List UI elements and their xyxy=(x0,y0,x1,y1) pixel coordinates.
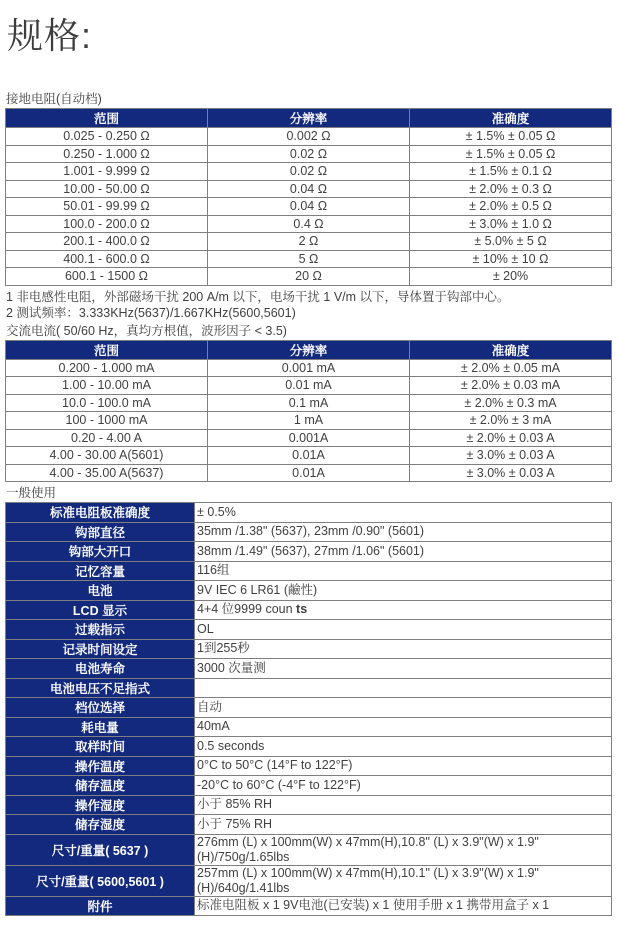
table-cell: 0.002 Ω xyxy=(208,128,410,146)
table-cell: ± 2.0% ± 0.05 mA xyxy=(410,359,612,377)
spec-row-label: 尺寸/重量( 5600,5601 ) xyxy=(6,865,195,896)
spec-row-value: 3000 次量测 xyxy=(195,659,612,679)
table-cell: ± 2.0% ± 0.03 mA xyxy=(410,377,612,395)
table-cell: ± 1.5% ± 0.05 Ω xyxy=(410,128,612,146)
table-cell: 10.00 - 50.00 Ω xyxy=(6,180,208,198)
table-cell: 600.1 - 1500 Ω xyxy=(6,268,208,286)
spec-row-value: ± 0.5% xyxy=(195,503,612,523)
spec-row xyxy=(6,522,612,542)
table-cell: 0.025 - 0.250 Ω xyxy=(6,128,208,146)
table-cell: ± 3.0% ± 0.03 A xyxy=(410,464,612,482)
spec-row-value: 1到255秒 xyxy=(195,639,612,659)
spec-row-label: 电池寿命 xyxy=(6,659,195,679)
spec-row-label: 电池 xyxy=(6,581,195,601)
spec-row-value xyxy=(195,678,612,698)
column-header: 分辨率 xyxy=(208,340,410,359)
spec-row xyxy=(6,896,612,916)
spec-row-label: 记录时间设定 xyxy=(6,639,195,659)
header-row xyxy=(6,340,612,359)
table-cell: 0.04 Ω xyxy=(208,180,410,198)
table-cell: 0.01A xyxy=(208,464,410,482)
table-cell: ± 10% ± 10 Ω xyxy=(410,250,612,268)
spec-row-label: 记忆容量 xyxy=(6,561,195,581)
ground-resistance-table xyxy=(5,108,612,286)
table-cell: 0.4 Ω xyxy=(208,215,410,233)
table-cell: 100 - 1000 mA xyxy=(6,412,208,430)
spec-row-value: 35mm /1.38" (5637), 23mm /0.90" (5601) xyxy=(195,522,612,542)
spec-row-label: 档位选择 xyxy=(6,698,195,718)
spec-row xyxy=(6,756,612,776)
table-cell: 2 Ω xyxy=(208,233,410,251)
table-cell: 1.001 - 9.999 Ω xyxy=(6,163,208,181)
spec-row xyxy=(6,795,612,815)
table-cell: 20 Ω xyxy=(208,268,410,286)
table-cell: 0.001A xyxy=(208,429,410,447)
spec-row-label: 储存温度 xyxy=(6,776,195,796)
spec-row-value: 257mm (L) x 100mm(W) x 47mm(H),10.1" (L) x 3.9"(W) x 1.9"(H)/640g/1.41lbs xyxy=(195,865,612,896)
table-cell: 50.01 - 99.99 Ω xyxy=(6,198,208,216)
column-header: 分辨率 xyxy=(208,109,410,128)
spec-row-label: 取样时间 xyxy=(6,737,195,757)
table-cell: 0.250 - 1.000 Ω xyxy=(6,145,208,163)
spec-row-label: 标准电阻板准确度 xyxy=(6,503,195,523)
table-cell: ± 2.0% ± 0.03 A xyxy=(410,429,612,447)
spec-row xyxy=(6,776,612,796)
table-cell: ± 3.0% ± 1.0 Ω xyxy=(410,215,612,233)
table-cell: ± 1.5% ± 0.1 Ω xyxy=(410,163,612,181)
note-line: 1 非电感性电阻，外部磁场干扰 200 A/m 以下，电场干扰 1 V/m 以下，导体置于钩部中心。 xyxy=(6,289,510,304)
table-cell: 4.00 - 30.00 A(5601) xyxy=(6,447,208,465)
spec-row xyxy=(6,542,612,562)
general-use-label: 一般使用 xyxy=(6,486,57,500)
table-cell: 0.20 - 4.00 A xyxy=(6,429,208,447)
spec-row xyxy=(6,503,612,523)
table-cell: 0.01 mA xyxy=(208,377,410,395)
spec-row-value: 小于 85% RH xyxy=(195,795,612,815)
spec-row-label: 电池电压不足指式 xyxy=(6,678,195,698)
spec-row-label: 耗电量 xyxy=(6,717,195,737)
spec-row-value: 标准电阻板 x 1 9V电池(已安装) x 1 使用手册 x 1 携带用盒子 x 1 xyxy=(195,896,612,916)
spec-row xyxy=(6,678,612,698)
table-row xyxy=(6,145,612,163)
table-row xyxy=(6,128,612,146)
table-cell: 200.1 - 400.0 Ω xyxy=(6,233,208,251)
spec-row xyxy=(6,581,612,601)
table-cell: ± 2.0% ± 3 mA xyxy=(410,412,612,430)
spec-row xyxy=(6,659,612,679)
spec-row-label: LCD 显示 xyxy=(6,600,195,620)
spec-row-value: 小于 75% RH xyxy=(195,815,612,835)
spec-row-label: 尺寸/重量( 5637 ) xyxy=(6,834,195,865)
table-cell: 1 mA xyxy=(208,412,410,430)
table-cell: 10.0 - 100.0 mA xyxy=(6,394,208,412)
spec-row-value: 自动 xyxy=(195,698,612,718)
spec-row-value: 38mm /1.49" (5637), 27mm /1.06" (5601) xyxy=(195,542,612,562)
spec-row-value: 0°C to 50°C (14°F to 122°F) xyxy=(195,756,612,776)
table-cell: 5 Ω xyxy=(208,250,410,268)
table-cell: ± 1.5% ± 0.05 Ω xyxy=(410,145,612,163)
table-cell: ± 2.0% ± 0.5 Ω xyxy=(410,198,612,216)
spec-row xyxy=(6,717,612,737)
spec-row-label: 钩部大开口 xyxy=(6,542,195,562)
table-row xyxy=(6,447,612,465)
spec-row xyxy=(6,620,612,640)
spec-row-label: 操作温度 xyxy=(6,756,195,776)
spec-row xyxy=(6,639,612,659)
column-header: 准确度 xyxy=(410,109,612,128)
table-row xyxy=(6,233,612,251)
ground-resistance-notes xyxy=(6,289,614,321)
spec-row-value: OL xyxy=(195,620,612,640)
spec-row-label: 过载指示 xyxy=(6,620,195,640)
table-cell: 0.001 mA xyxy=(208,359,410,377)
table-cell: 0.1 mA xyxy=(208,394,410,412)
table-row xyxy=(6,198,612,216)
spec-row xyxy=(6,600,612,620)
table-row xyxy=(6,180,612,198)
spec-row-label: 附件 xyxy=(6,896,195,916)
table-cell: 0.200 - 1.000 mA xyxy=(6,359,208,377)
column-header: 范围 xyxy=(6,340,208,359)
spec-row-value: 116组 xyxy=(195,561,612,581)
table-row xyxy=(6,377,612,395)
column-header: 范围 xyxy=(6,109,208,128)
table-cell: 0.01A xyxy=(208,447,410,465)
table-row xyxy=(6,412,612,430)
spec-row-value: 9V IEC 6 LR61 (鹼性) xyxy=(195,581,612,601)
spec-row xyxy=(6,815,612,835)
spec-row-label: 操作湿度 xyxy=(6,795,195,815)
column-header: 准确度 xyxy=(410,340,612,359)
table-row xyxy=(6,464,612,482)
ac-current-table xyxy=(5,340,612,483)
ground-resistance-label: 接地电阻(自动档) xyxy=(6,92,102,106)
table-cell: ± 20% xyxy=(410,268,612,286)
spec-row-value: 0.5 seconds xyxy=(195,737,612,757)
spec-row xyxy=(6,834,612,865)
table-cell: 0.04 Ω xyxy=(208,198,410,216)
spec-row-value: -20°C to 60°C (-4°F to 122°F) xyxy=(195,776,612,796)
spec-row-label: 储存湿度 xyxy=(6,815,195,835)
table-row xyxy=(6,215,612,233)
spec-row-label: 钩部直径 xyxy=(6,522,195,542)
spec-row-value: 40mA xyxy=(195,717,612,737)
spec-row xyxy=(6,698,612,718)
table-row xyxy=(6,250,612,268)
table-row xyxy=(6,394,612,412)
table-row xyxy=(6,359,612,377)
general-use-table xyxy=(5,502,612,916)
table-cell: ± 2.0% ± 0.3 Ω xyxy=(410,180,612,198)
table-cell: 4.00 - 35.00 A(5637) xyxy=(6,464,208,482)
table-cell: 1.00 - 10.00 mA xyxy=(6,377,208,395)
table-row xyxy=(6,268,612,286)
table-row xyxy=(6,163,612,181)
spec-row-value: 4+4 位9999 coun ts xyxy=(195,600,612,620)
table-cell: ± 3.0% ± 0.03 A xyxy=(410,447,612,465)
table-cell: 100.0 - 200.0 Ω xyxy=(6,215,208,233)
ac-current-label: 交流电流( 50/60 Hz，真均方根值，波形因子 < 3.5) xyxy=(6,323,287,338)
page-title: 规格: xyxy=(7,15,93,56)
spec-row xyxy=(6,737,612,757)
table-cell: ± 5.0% ± 5 Ω xyxy=(410,233,612,251)
table-cell: ± 2.0% ± 0.3 mA xyxy=(410,394,612,412)
header-row xyxy=(6,109,612,128)
spec-row xyxy=(6,561,612,581)
spec-row xyxy=(6,865,612,896)
table-row xyxy=(6,429,612,447)
spec-row-value: 276mm (L) x 100mm(W) x 47mm(H),10.8" (L) x 3.9"(W) x 1.9"(H)/750g/1.65lbs xyxy=(195,834,612,865)
table-cell: 0.02 Ω xyxy=(208,163,410,181)
note-line: 2 测试频率：3.333KHz(5637)/1.667KHz(5600,5601) xyxy=(6,305,296,320)
table-cell: 0.02 Ω xyxy=(208,145,410,163)
table-cell: 400.1 - 600.0 Ω xyxy=(6,250,208,268)
